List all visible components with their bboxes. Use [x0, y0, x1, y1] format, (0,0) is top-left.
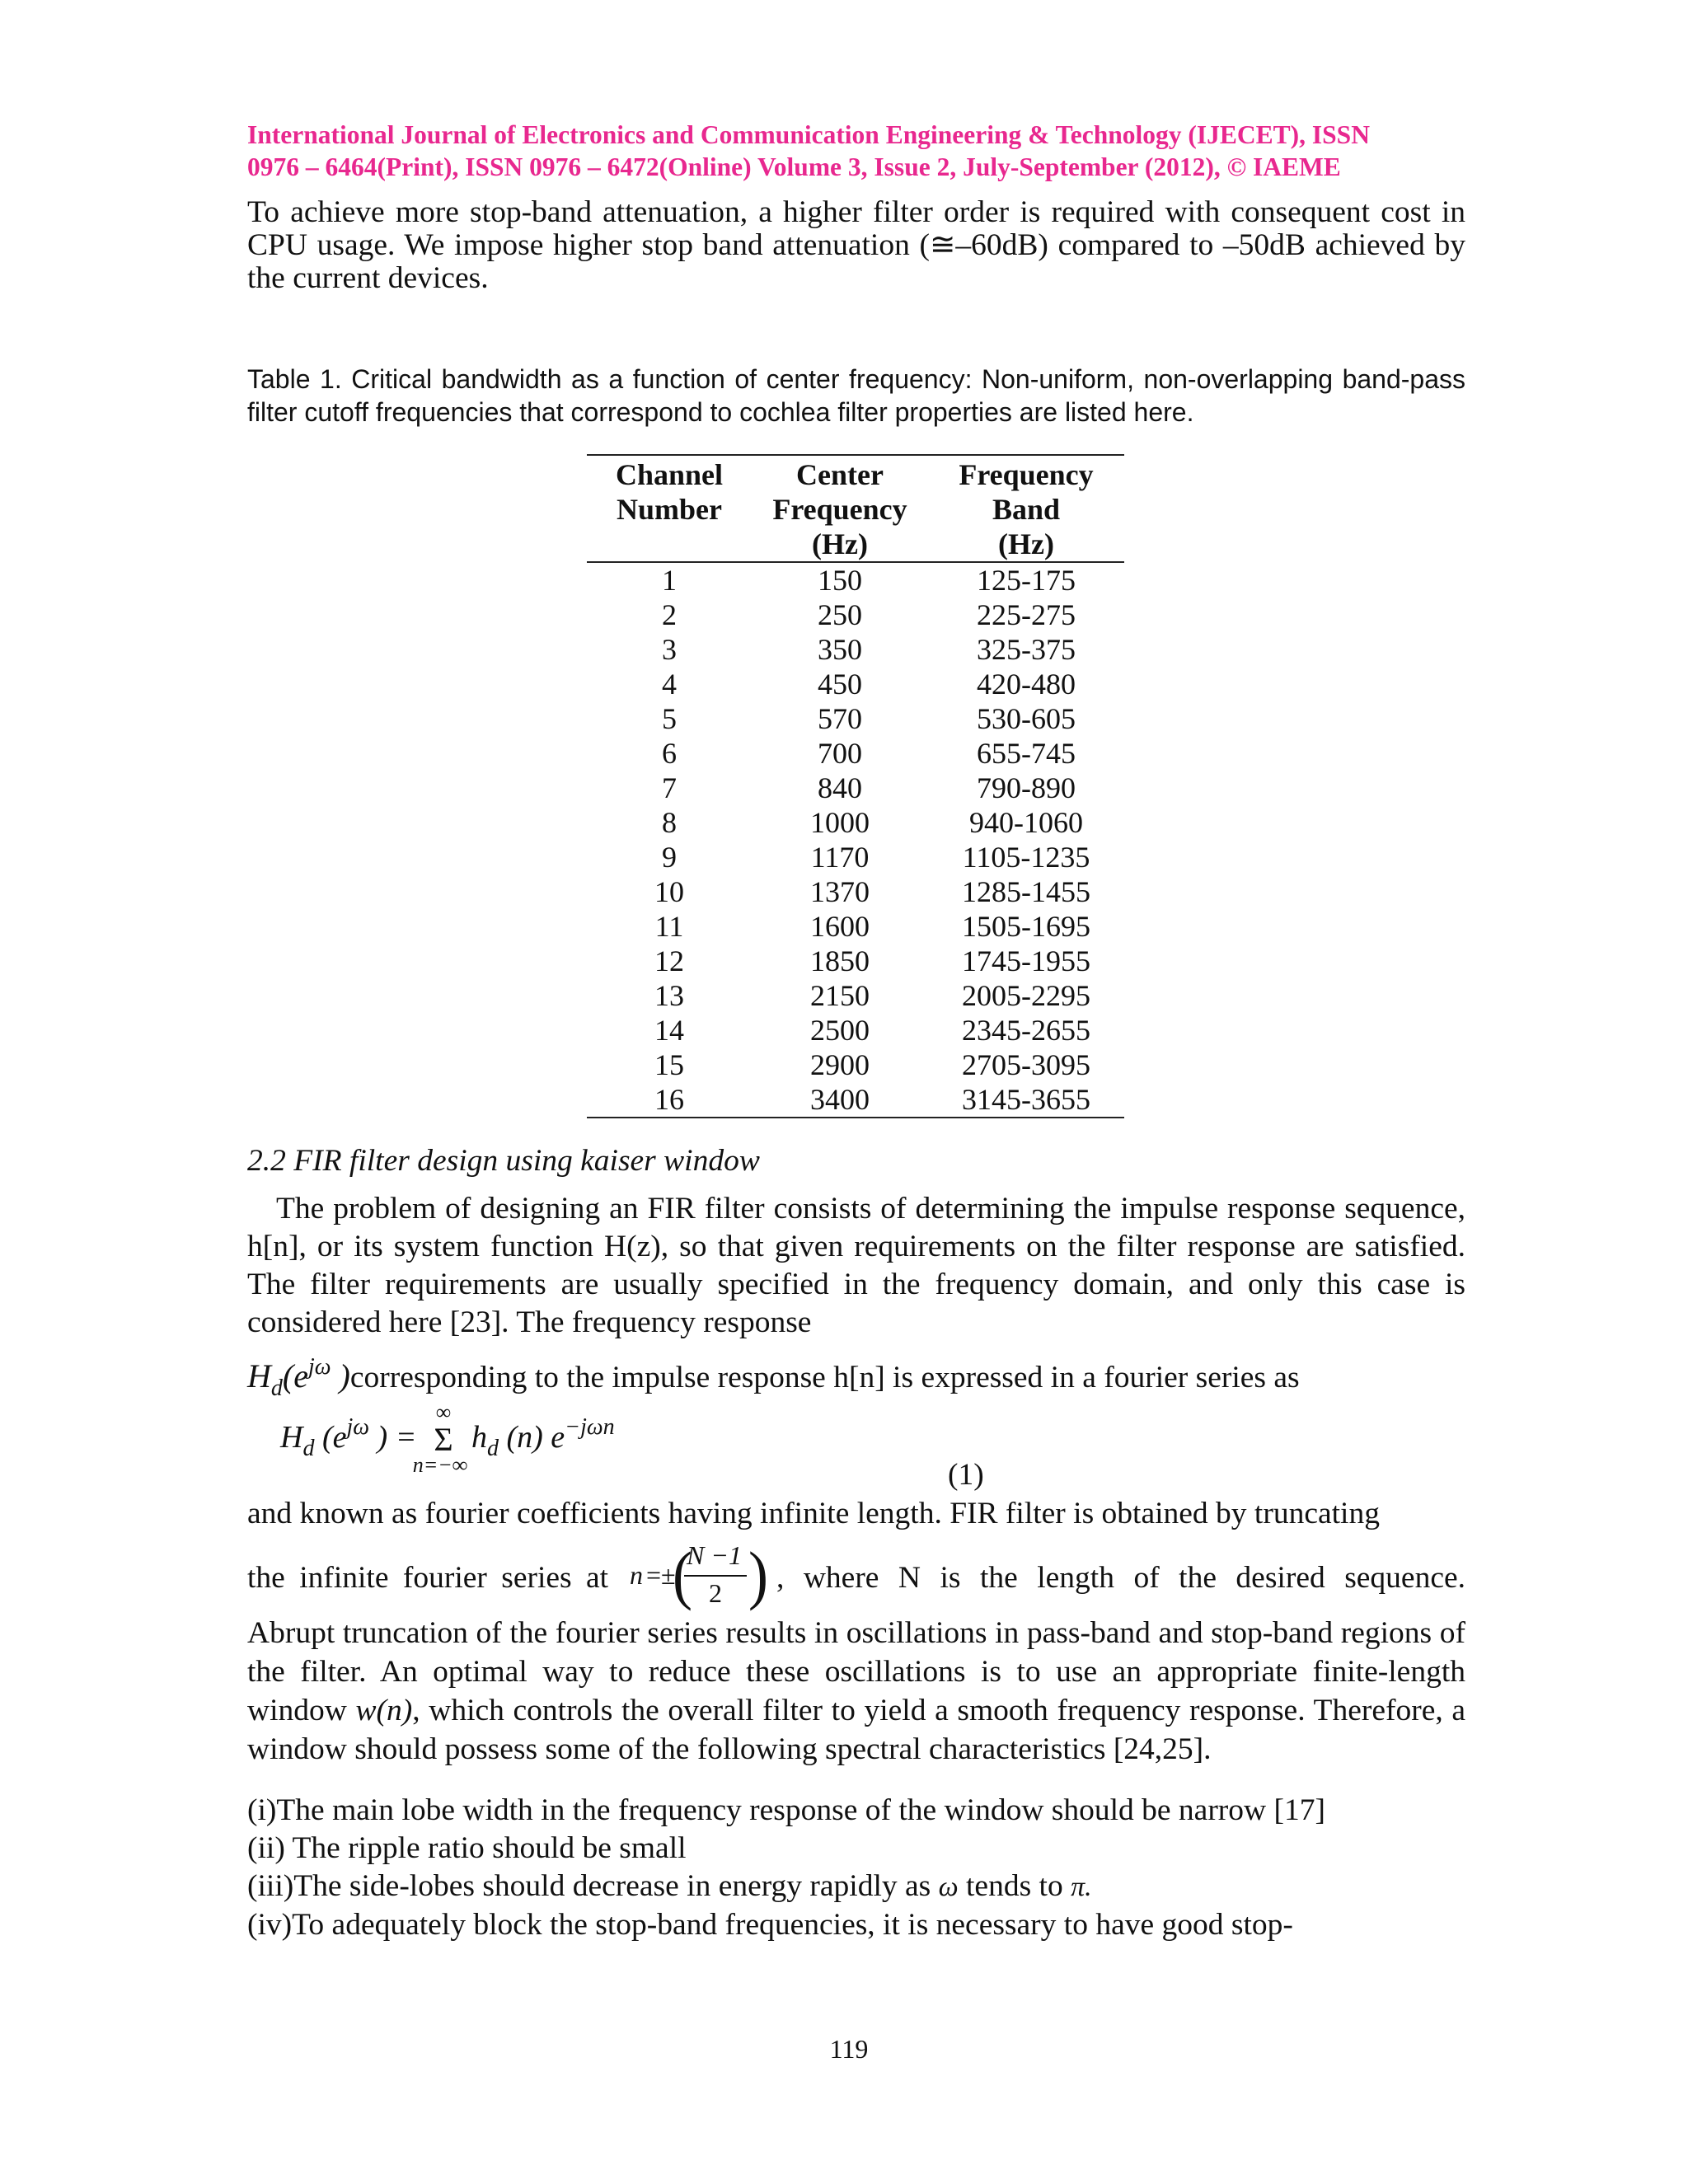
journal-header-line1: International Journal of Electronics and Communication Engineering & Technology (IJECET), ISSN: [247, 120, 1370, 149]
cell-frequency-band: 2005-2295: [962, 979, 1090, 1012]
cell-frequency-band: 2705-3095: [962, 1048, 1090, 1081]
summation-symbol: ∞ Σ n=−∞: [412, 1400, 468, 1477]
section-paragraph-1: The problem of designing an FIR filter consists of determining the impulse response sequence, h[n], or its system function H(z), so that given requirements on the filter response are satisfied. The filter requirements are usually specified in the frequency domain, and only this case is considered here [23]. The frequency response: [247, 1192, 1465, 1339]
section-paragraph-2: and known as fourier coefficients having infinite length. FIR filter is obtained by truncating: [247, 1497, 1380, 1530]
cell-center-frequency: 2900: [810, 1048, 870, 1081]
frequency-response-line: [247, 1348, 1465, 1408]
cell-center-frequency: 1850: [810, 944, 870, 977]
cell-frequency-band: 655-745: [977, 737, 1076, 770]
list-item: (iv)To adequately block the stop-band frequencies, it is necessary to have good stop-: [247, 1908, 1293, 1942]
cell-channel-number: 7: [662, 771, 677, 804]
section-title: 2.2 FIR filter design using kaiser window: [247, 1144, 760, 1178]
journal-header: [247, 119, 1465, 183]
table-row: [587, 978, 1124, 1013]
table-header-row: [587, 455, 1124, 562]
cell-frequency-band: 325-375: [977, 633, 1076, 666]
table-row: [587, 1047, 1124, 1082]
cell-channel-number: 5: [662, 702, 677, 735]
cell-frequency-band: 1105-1235: [962, 841, 1090, 874]
equation-1-lhs: $H_d$ ($e^{j\omega}$ ) =: [280, 1414, 417, 1461]
truncation-text-after: , where N is the length of the desired sequence.: [776, 1561, 1465, 1595]
header-center-frequency: Center Frequency (Hz): [752, 455, 928, 562]
cell-frequency-band: 790-890: [977, 771, 1076, 804]
cell-channel-number: 3: [662, 633, 677, 666]
table-row: [587, 562, 1124, 598]
cell-center-frequency: 250: [818, 598, 862, 631]
table-row: [587, 598, 1124, 632]
cell-channel-number: 2: [662, 598, 677, 631]
table-row: [587, 944, 1124, 978]
cell-center-frequency: 1170: [810, 841, 870, 874]
equation-1: [280, 1401, 692, 1483]
math-hd: $H_d(e^{j\omega}$ ): [247, 1354, 350, 1401]
table-row: [587, 840, 1124, 874]
cell-frequency-band: 940-1060: [969, 806, 1083, 839]
cell-channel-number: 15: [654, 1048, 684, 1081]
critical-bandwidth-table: [587, 454, 1124, 1118]
cell-center-frequency: 2500: [810, 1014, 870, 1047]
cell-channel-number: 6: [662, 737, 677, 770]
cell-channel-number: 11: [654, 910, 684, 943]
cell-channel-number: 9: [662, 841, 677, 874]
cell-center-frequency: 1600: [810, 910, 870, 943]
cell-center-frequency: 1370: [810, 875, 870, 908]
list-item: (ii) The ripple ratio should be small: [247, 1831, 687, 1865]
table-caption: Table 1. Critical bandwidth as a function of center frequency: Non-uniform, non-overlapping band-pass filter cutoff frequencies that correspond to cochlea filter properties are listed here.: [247, 364, 1465, 427]
cell-frequency-band: 420-480: [977, 668, 1076, 701]
intro-paragraph: To achieve more stop-band attenuation, a higher filter order is required with consequent cost in CPU usage. We impose higher stop band attenuation (≅–60dB) compared to –50dB achieved by the current devices.: [247, 195, 1465, 295]
cell-center-frequency: 2150: [810, 979, 870, 1012]
cell-frequency-band: 225-275: [977, 598, 1076, 631]
table-row: [587, 667, 1124, 701]
cell-frequency-band: 530-605: [977, 702, 1076, 735]
table-row: [587, 701, 1124, 736]
table-row: [587, 632, 1124, 667]
cell-frequency-band: 1285-1455: [962, 875, 1090, 908]
table-row: [587, 874, 1124, 909]
list-item: (i)The main lobe width in the frequency response of the window should be narrow [17]: [247, 1793, 1325, 1827]
cell-frequency-band: 1745-1955: [962, 944, 1090, 977]
cell-center-frequency: 570: [818, 702, 862, 735]
cell-frequency-band: 2345-2655: [962, 1014, 1090, 1047]
cell-channel-number: 8: [662, 806, 677, 839]
section-paragraph-3: Abrupt truncation of the fourier series results in oscillations in pass-band and stop-band regions of the filter. An optimal way to reduce these oscillations is to use an appropriate finite-length window w(n), which controls the overall filter to yield a smooth frequency response. Therefore, a window should possess some of the following spectral characteristics [24,25].: [247, 1616, 1465, 1766]
window-function: w(n): [355, 1694, 413, 1727]
journal-header-line2: 0976 – 6464(Print), ISSN 0976 – 6472(Online) Volume 3, Issue 2, July-September (2012), © IAEME: [247, 152, 1341, 181]
header-frequency-band: Frequency Band (Hz): [928, 455, 1124, 562]
cell-center-frequency: 1000: [810, 806, 870, 839]
cell-center-frequency: 350: [818, 633, 862, 666]
equation-1-rhs: $h_d$ (n) $e^{-j\omega n}$: [471, 1414, 615, 1461]
cell-frequency-band: 125-175: [977, 564, 1076, 597]
cell-channel-number: 12: [654, 944, 684, 977]
cell-channel-number: 14: [654, 1014, 684, 1047]
cell-center-frequency: 3400: [752, 1082, 928, 1118]
truncation-line: [247, 1537, 1465, 1616]
cell-frequency-band: 3145-3655: [928, 1082, 1124, 1118]
cell-frequency-band: 1505-1695: [962, 910, 1090, 943]
table-row: [587, 1082, 1124, 1118]
pi-symbol: π.: [1071, 1872, 1092, 1902]
cell-channel-number: 10: [654, 875, 684, 908]
omega-symbol: ω: [938, 1872, 959, 1902]
header-channel-number: Channel Number: [587, 455, 752, 562]
window-characteristics-list: [247, 1792, 1465, 1944]
cell-center-frequency: 840: [818, 771, 862, 804]
list-item: (iii)The side-lobes should decrease in energy rapidly as ω tends to π.: [247, 1869, 1092, 1903]
table-row: [587, 771, 1124, 805]
equation-number: (1): [948, 1458, 984, 1492]
section-paragraph-1-tail: corresponding to the impulse response h[n] is expressed in a fourier series as: [349, 1361, 1300, 1394]
table-row: [587, 909, 1124, 944]
cell-channel-number: 16: [587, 1082, 752, 1118]
cell-channel-number: 4: [662, 668, 677, 701]
cell-center-frequency: 150: [818, 564, 862, 597]
page-number: 119: [829, 2034, 869, 2064]
truncation-fraction: n =± ( N −1 2 ): [630, 1539, 768, 1611]
cell-center-frequency: 700: [818, 737, 862, 770]
table-row: [587, 805, 1124, 840]
cell-center-frequency: 450: [818, 668, 862, 701]
truncation-text-before: the infinite fourier series at: [247, 1561, 609, 1595]
cell-channel-number: 1: [662, 564, 677, 597]
table-row: [587, 1013, 1124, 1047]
table-row: [587, 736, 1124, 771]
table-body: [587, 562, 1124, 1118]
cell-channel-number: 13: [654, 979, 684, 1012]
